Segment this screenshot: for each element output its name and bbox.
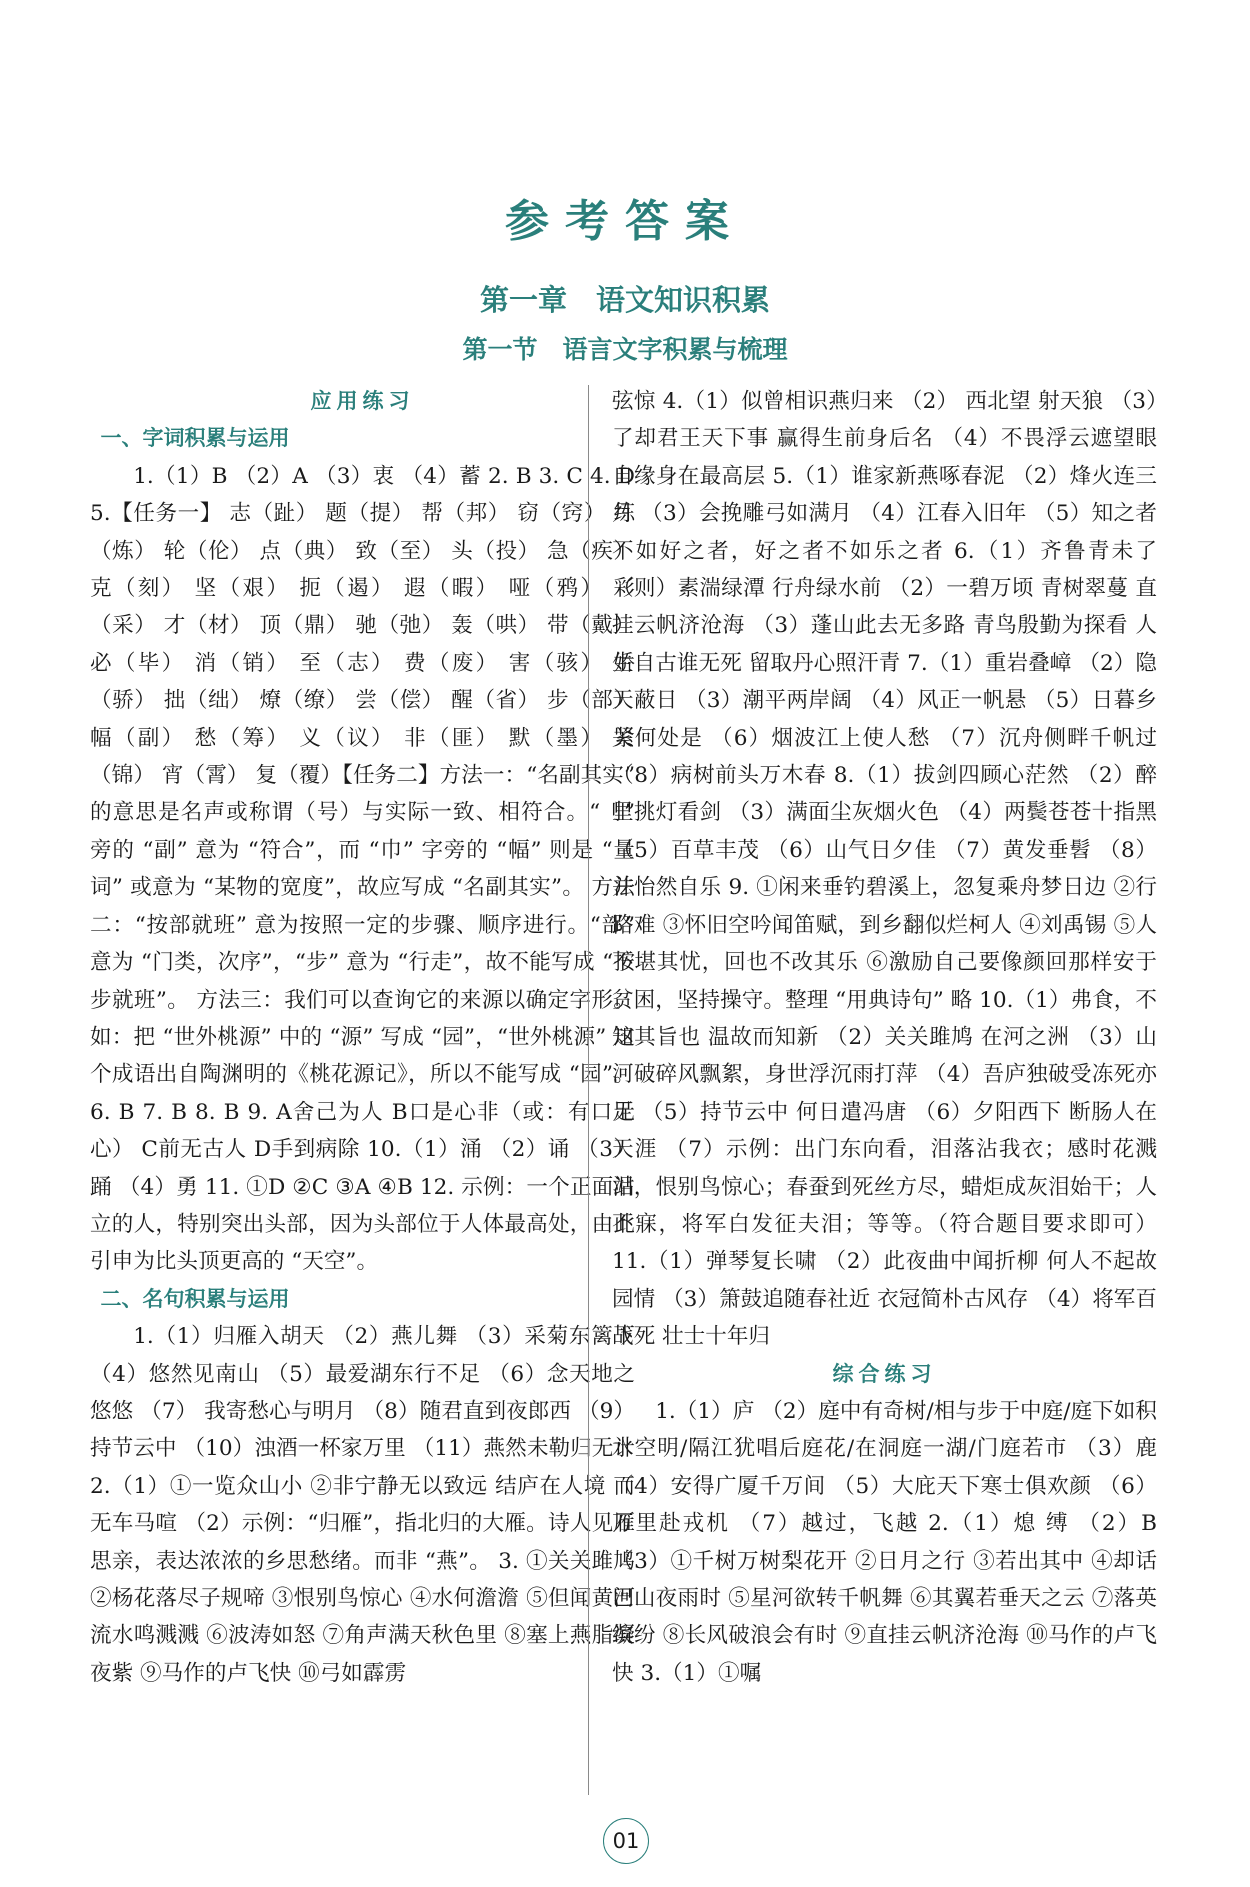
comprehensive-heading: 综合练习	[832, 1361, 937, 1386]
answer-paragraph: 弦惊 4.（1）似曾相识燕归来 （2） 西北望 射天狼 （3）了却君王天下事 赢得生前身后名 （4）不畏浮云遮望眼 自缘身在最高层 5.（1）谁家新燕啄春泥 （2）烽火连三月 （3）会挽雕弓如满月 （4）江春入旧年 （5）知之者不如好之者，好之者不如乐之者 6.（1）齐鲁青未了 （则）素湍绿潭 行舟绿水前 （2）一碧万顷 青树翠蔓 直挂云帆济沧海 （3）蓬山此去无多路 青鸟殷勤为探看 人生自古谁无死 留取丹心照汗青 7.（1）重岩叠嶂 （2）隐天蔽日 （3）潮平两岸阔 （4）风正一帆悬 （5）日暮乡关何处是 （6）烟波江上使人愁 （7）沉舟侧畔千帆过 （8）病树前头万木春 8.（1）拔剑四顾心茫然 （2）醉里挑灯看剑 （3）满面尘灰烟火色 （4）两鬓苍苍十指黑 （5）百草丰茂 （6）山气日夕佳 （7）黄发垂髫 （8）并怡然自乐 9. ①闲来垂钓碧溪上，忽复乘舟梦日边 ②行路难 ③怀旧空吟闻笛赋，到乡翻似烂柯人 ④刘禹锡 ⑤人不堪其忧，回也不改其乐 ⑥激励自己要像颜回那样安于贫困，坚持操守。整理 “用典诗句” 略 10.（1）弗食，不知其旨也 温故而知新 （2）关关雎鸠 在河之洲 （3）山河破碎风飘絮，身世浮沉雨打萍 （4）吾庐独破受冻死亦足 （5）持节云中 何日遣冯唐 （6）夕阳西下 断肠人在天涯 （7）示例：出门东向看，泪落沾我衣；感时花溅泪，恨别鸟惊心；春蚕到死丝方尽，蜡炬成灰泪始干；人不寐，将军白发征夫泪；等等。（符合题目要求即可） 11.（1）弹琴复长啸 （2）此夜曲中闻折柳 何人不起故园情 （3）箫鼓追随春社近 衣冠简朴古风存 （4）将军百战死 壮士十年归	[612, 389, 1157, 1350]
answer-paragraph: 1.（1）B （2）A （3）衷 （4）蓄 2. B 3. C 4. D 5.【任务一】 志（趾） 题（提） 帮（邦） 窃（窍） 练（炼） 轮（伦） 点（典） 致（至） 头（投） 急（疾） 克（刻） 坚（艰） 扼（遏） 遐（暇） 哑（鸦） 彩（采） 才（材） 顶（鼎） 驰（弛） 轰（哄） 带（戴） 必（毕） 消（销） 至（志） 费（废） 害（骇） 娇（骄） 拙（绌） 燎（缭） 尝（偿） 醒（省） 步（部） 幅（副） 愁（筹） 义（议） 非（匪） 默（墨） 紧（锦） 宵（霄） 复（覆）【任务二】方法一：“名副其实” 的意思是名声或称谓（号）与实际一致、相符合。“刂” 旁的 “副” 意为 “符合”，而 “巾” 字旁的 “幅” 则是 “量词” 或意为 “某物的宽度”，故应写成 “名副其实”。 方法二：“按部就班” 意为按照一定的步骤、顺序进行。“部” 意为 “门类，次序”，“步” 意为 “行走”，故不能写成 “按步就班”。 方法三：我们可以查询它的来源以确定字形。如：把 “世外桃源” 中的 “源” 写成 “园”，“世外桃源” 这个成语出自陶渊明的《桃花源记》，所以不能写成 “园”。 6. B 7. B 8. B 9. A舍己为人 B口是心非（或：有口无心） C前无古人 D手到病除 10.（1）涌 （2）诵 （3）踊 （4）勇 11. ①D ②C ③A ④B 12. 示例：一个正面站立的人，特别突出头部，因为头部位于人体最高处，由此引申为比头顶更高的 “天空”。	[90, 463, 635, 1275]
practice-heading: 应用练习	[310, 389, 415, 413]
answer-paragraph: 1.（1）归雁入胡天 （2）燕儿舞 （3）采菊东篱下 （4）悠然见南山 （5）最爱湖东行不足 （6）念天地之悠悠 （7） 我寄愁心与明月 （8）随君直到夜郎西 （9）持节云中 （10）浊酒一杯家万里 （11）燕然未勒归无计 2.（1）①一览众山小 ②非宁静无以致远 结庐在人境 而无车马喧 （2）示例：“归雁”，指北归的大雁。诗人见雁思亲，表达浓浓的乡思愁绪。而非 “燕”。 3. ①关关雎鸠 ②杨花落尽子规啼 ③恨别鸟惊心 ④水何澹澹 ⑤但闻黄河流水鸣溅溅 ⑥波涛如怒 ⑦角声满天秋色里 ⑧塞上燕脂凝夜紫 ⑨马作的卢飞快 ⑩弓如霹雳	[90, 1324, 635, 1686]
left-column	[90, 383, 635, 1692]
page-title: 参考答案	[505, 196, 745, 247]
subsection-heading-words: 一、字词积累与运用	[100, 426, 290, 451]
page-number: 01	[603, 1818, 649, 1864]
subsection-heading-quotes: 二、名句积累与运用	[100, 1286, 290, 1311]
right-column	[612, 383, 1157, 1692]
answer-paragraph: 1.（1）庐 （2）庭中有奇树/相与步于中庭/庭下如积水空明/隔江犹唱后庭花/在洞庭一湖/门庭若市 （3）鹿 （4）安得广厦千万间 （5）大庇天下寒士俱欢颜 （6）万里赴戎机 （7）越过，飞越 2.（1）熄 缚 （2）B （3）①千树万树梨花开 ②日月之行 ③若出其中 ④却话巴山夜雨时 ⑤星河欲转千帆舞 ⑥其翼若垂天之云 ⑦落英缤纷 ⑧长风破浪会有时 ⑨直挂云帆济沧海 ⑩马作的卢飞快 3.（1）①嘱	[612, 1398, 1157, 1686]
chapter-heading: 第一章 语文知识积累	[479, 283, 770, 317]
section-heading: 第一节 语言文字积累与梳理	[462, 335, 788, 364]
column-divider	[588, 385, 589, 1795]
